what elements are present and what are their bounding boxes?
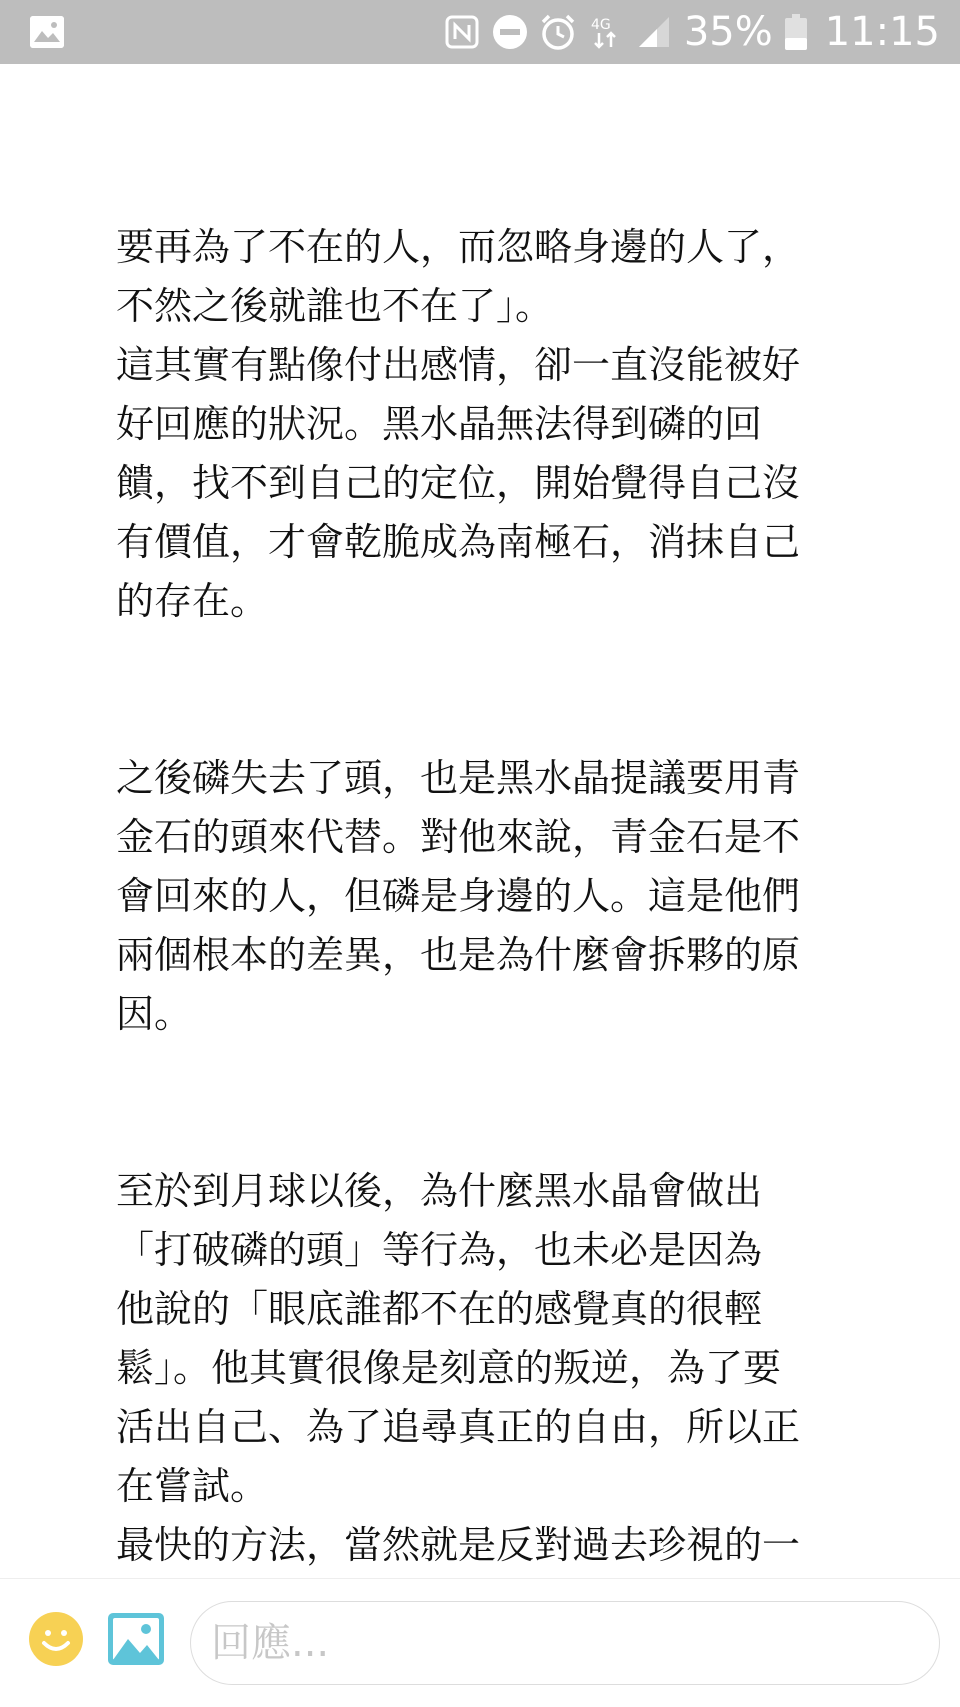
status-bar xyxy=(0,0,960,64)
emoji-button[interactable] xyxy=(28,1611,84,1667)
battery-percentage: 35% xyxy=(683,9,773,55)
network-type-icon xyxy=(588,14,624,50)
signal-strength-icon xyxy=(636,14,672,50)
paragraph-spacer xyxy=(116,631,916,749)
paragraph-spacer xyxy=(116,1044,916,1162)
smiley-icon xyxy=(28,1611,84,1667)
image-icon xyxy=(108,1613,164,1665)
article-body xyxy=(116,218,916,1578)
article-paragraph: 要再為了不在的人，而忽略身邊的人了， 不然之後就誰也不在了」。 這其實有點像付出感情，卻一直沒能被好 好回應的狀況。黑水晶無法得到磷的回 饋，找不到自己的定位，開始覺得自己沒 有價值，才會乾脆成為南極石，消抹自己 的存在。 xyxy=(116,225,801,623)
alarm-icon xyxy=(540,14,576,50)
do-not-disturb-icon xyxy=(492,14,528,50)
battery-icon xyxy=(785,14,807,50)
svg-text:4G: 4G xyxy=(590,17,611,33)
gallery-notification-icon xyxy=(30,16,64,48)
article-paragraph: 至於到月球以後，為什麼黑水晶會做出 「打破磷的頭」等行為，也未必是因為 他說的「眼底誰都不在的感覺真的很輕 鬆」。他其實很像是刻意的叛逆，為了要 活出自己、為了追尋真正的自由，所以正 在嘗試。 最快的方法，當然就是反對過去珍視的一 xyxy=(116,1169,801,1567)
nfc-icon xyxy=(444,14,480,50)
reply-input[interactable] xyxy=(190,1601,940,1685)
article-paragraph: 之後磷失去了頭，也是黑水晶提議要用青 金石的頭來代替。對他來說，青金石是不 會回來的人，但磷是身邊的人。這是他們 兩個根本的差異，也是為什麼會拆夥的原 因。 xyxy=(116,756,801,1036)
insert-image-button[interactable] xyxy=(108,1613,164,1665)
reply-composer xyxy=(0,1578,960,1707)
clock-time: 11:15 xyxy=(824,9,940,55)
